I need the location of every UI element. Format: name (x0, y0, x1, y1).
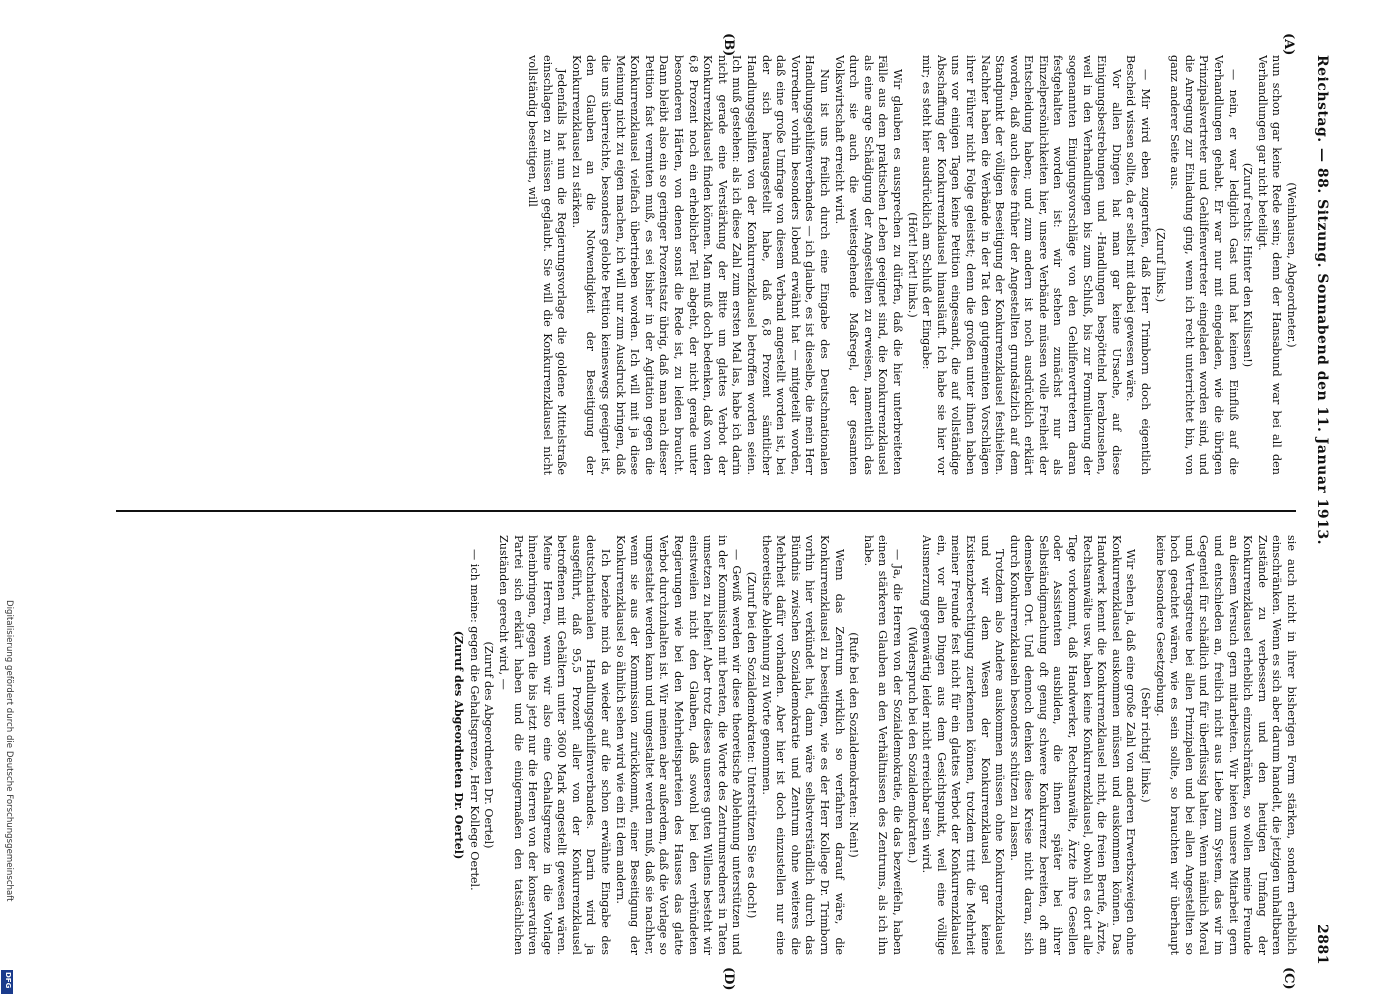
column-divider (116, 510, 1296, 512)
interjection: (Zuruf bei den Sozialdemokraten: Unterstützen Sie es doch!) (745, 571, 759, 919)
paragraph: — Ja, die Herren von der Sozialdemokratie, die das bezweifeln, haben einen stärkeren Glauben an den Verhältnissen des Zentrums, als ich ihn habe. (861, 535, 904, 955)
margin-marker-d: (D) (721, 967, 736, 991)
quoted-paragraph: Wir glauben es aussprechen zu dürfen, daß die hier unterbreiteten Fälle aus dem praktischen Leben geeignet sind, die Konkurrenzklausel als eine arge Schädigung der Angestellten zu erweisen, namentlich das durch sie auch die weitestgehende Maßregel, der gesamten Volkswirtschaft erreicht wird. (832, 55, 904, 475)
paragraph: — nein, er war lediglich Gast und hat keinen Einfluß auf die Verhandlungen gehabt. Er war nur mit eingeladen, wie die übrigen Prinzipalsvertreter und Gehilfenvertreter eingeladen worden sind, und die Anregung zur Einladung ging, wenn ich recht unterrichtet bin, von ganz anderer Seite aus. (1168, 55, 1240, 475)
paragraph: Nun ist uns freilich durch eine Eingabe des Deutschnationalen Handlungsgehilfenverbandes — ich glaube, es ist dieselbe, die mein Herr Vorredner vorhin besonders lobend erwähnt hat — mitgeteilt worden, daß eine große Umfrage von diesem Verband angestellt worden ist, bei der sich herausgestellt habe, daß 6,8 Prozent sämtlicher Handlungsgehilfen von der Konkurrenzklausel betroffen worden seien. Ich muß gestehen: als ich diese Zahl zum ersten Mal las, habe ich darin nicht gerade eine Verstärkung der Bitte um glattes Verbot der Konkurrenzklausel finden können. Man muß doch bedenken, daß von den 6,8 Prozent noch ein erheblicher Teil abgeht, der nicht gerade unter besonderen Härten, von denen sonst die Rede ist, zu leiden braucht. Dann bleibt also ein so geringer Prozentsatz übrig, daß man nach dieser Petition fast vermuten muß, es sei bisher in der Agitation gegen die Konkurrenzklausel vielfach übertrieben worden. Ich will mit ja diese Meinung nicht zu eigen machen, ich will nur zum Ausdruck bringen, daß die uns überreichte, besonders gelobte Petition keineswegs geeignet ist, den Glauben an die Notwendigkeit der Beseitigung der Konkurrenzklausel zu stärken. (569, 55, 831, 475)
dfg-logo-text: DFG (4, 972, 12, 989)
left-column (108, 55, 1298, 475)
dfg-logo (1, 970, 13, 994)
interjection: (Sehr richtig! links.) (1139, 687, 1153, 803)
speaker-name: (Weinhausen, Abgeordneter.) (1285, 182, 1298, 348)
credit-text: Digitalisierung gefördert durch die Deutsche Forschungsgemeinschaft (4, 600, 14, 902)
page-header (1304, 55, 1336, 965)
interjection: (Widerspruch bei den Sozialdemokraten.) (905, 626, 919, 864)
right-column (108, 535, 1298, 955)
paragraph: sie auch nicht in ihrer bisherigen Form stärken, sondern erheblich einschränken. Wenn es sich aber darum handelt, die jetzigen unhaltbaren Zustände zu verbessern und den heutigen Umfang der Konkurrenzklausel erheblich einzuschränken, so wollen meine Freunde an diesem Versuch gern mitarbeiten. Wir bieten unsere Mitarbeit gern und entschieden an, freilich nicht aus Liebe zum System, das wir im Gegenteil für schädlich und für überflüssig halten. Wenn nämlich Moral und Vertragstreue bei allen Prinzipalen und bei allen Angestellten so hoch geachtet wären, wie es sein sollte, so brauchten wir überhaupt keine besondere Gesetzgebung. (1153, 535, 1298, 955)
margin-marker-c: (C) (1281, 967, 1296, 990)
paragraph: — Mir wird eben zugerufen, daß Herr Trimborn doch eigentlich Bescheid wissen sollte, da er selbst mit dabei gewesen wäre. (1124, 55, 1153, 475)
paragraph: Wenn das Zentrum wirklich so verfahren darauf wäre, die Konkurrenzklausel zu beseitigen, wie es der Herr Kollege Dr. Trimborn vorhin hier verkündet hat, dann wäre selbstverständlich durch das Bündnis zwischen Sozialdemokratie und Zentrum ohne weiteres die Mehrheit dafür vorhanden. Aber hier ist doch einzustellen nur eine theoretische Ablehnung zu Worte genommen. (759, 535, 846, 955)
paragraph: Ich beziehe mich da wieder auf die schon erwähnte Eingabe des deutschnationalen Handlungsgehilfenverbandes. Darin wird ja ausgeführt, daß 95,5 Prozent aller von der Konkurrenzklausel betroffenen mit Gehältern unter 3600 Mark angestellt gewesen wären. Meine Herren, wenn wir also eine Gehaltsgrenze in die Vorlage hineinbringen, gegen die bis jetzt nur die Herren von der konservativen Partei sich erklärt haben und die einigermaßen den tatsächlichen Zuständen gerecht wird, — (496, 535, 613, 955)
paragraph: Jedenfalls hat nun die Regierungsvorlage die goldene Mittelstraße einschlagen zu müssen geglaubt. Sie will die Konkurrenzklausel nicht vollständig beseitigen, will (526, 55, 569, 475)
interjection: (Zuruf des Abgeordneten Dr. Oertel) (482, 641, 496, 849)
page-number: 2881 (1314, 924, 1330, 965)
rotated-newspaper-page (86, 33, 1336, 991)
paragraph: — ich meine: gegen die Gehaltsgrenze, Herr Kollege Oertel. (467, 549, 481, 891)
interjection: (Zuruf links.) (1153, 227, 1167, 303)
paragraph: — Gewiß werden wir diese theoretische Ablehnung unterstützen und in der Kommission mit beraten, die Worte des Zentrumsredners in Taten umsetzen zu helfen! Aber trotz dieses unseres guten Willens besteht wir einstweilen nicht den Glauben, daß sowohl bei den verbündeten Regierungen wie bei den Mehrheitsparteien des Hauses das glatte Verbot durchzuhalten ist. Wir meinen aber außerdem, daß die Vorlage so umgestaltet werden kann und umgestaltet werden muß, daß sie nachher, wenn sie aus der Kommission zurückkommt, einer Beseitigung der Konkurrenzklausel so ähnlich sehen wird wie ein Ei dem andern. (613, 535, 744, 955)
paragraph: Wir sehen ja, daß eine große Zahl von anderen Erwerbszweigen ohne Konkurrenzklausel auskommen müssen und auskommen können. Das Handwerk kennt die Konkurrenzklausel nicht, die freien Berufe, Ärzte, Rechtsanwälte usw. haben keine Konkurrenzklausel, obwohl es dort alle Tage vorkommt, daß Handwerker, Rechtsanwälte, Ärzte ihre Gesellen oder Assistenten ausbilden, die ihnen später bei ihrer Selbständigmachung oft genug schwere Konkurrenz bereiten, oft am demselben Ort. Und dennoch denken diese Kreise nicht daran, sich durch Konkurrenzklauseln besonders schützen zu lassen. (1007, 535, 1138, 955)
margin-marker-b: (B) (721, 33, 736, 57)
margin-marker-a: (A) (1281, 33, 1296, 56)
digitization-credit (2, 600, 16, 990)
interjection: (Zuruf rechts: Hinter den Kulissen!) (1241, 162, 1255, 368)
header-title: Reichstag. — 88. Sitzung. Sonnabend den 11. Januar 1913. (1314, 55, 1330, 545)
interjection: (Hört! hört! links.) (905, 212, 919, 318)
interjection: (Zuruf des Abgeordneten Dr. Oertel) (452, 630, 467, 860)
interjection: (Rufe bei den Sozialdemokraten: Nein!) (847, 632, 861, 858)
paragraph: nun schon gar keine Rede sein; denn der Hansabund war bei all den Verhandlungen gar nicht beteiligt. (1255, 55, 1284, 475)
paragraph: Trotzdem also Andere auskommen müssen ohne Konkurrenzklausel und wir dem Wesen der Konkurrenzklausel gar keine Existenzberechtigung zuerkennen können, trotzdem tritt die Mehrheit meiner Freunde fest nicht für ein glattes Verbot der Konkurrenzklausel ein, vor allen Dingen aus dem Gesichtspunkt, weil eine völlige Ausmerzung gegenwärtig leider nicht erreichbar sein wird. (920, 535, 1007, 955)
paragraph: Vor allen Dingen hat man gar keine Ursache, auf diese Einigungsbestrebungen und -Handlungen bespöttelnd herabzusehen, weil in den Verhandlungen bis zum Schluß, bis zur Formulierung der sogenannten Einigungsvorschläge von den Gehilfenvertretern daran festgehalten worden ist: wir stehen zunächst nur als Einzelpersönlichkeiten hier, unsere Verbände müssen volle Freiheit der Entscheidung haben; und zum andern ist noch ausdrücklich erklärt worden, daß auch diese früher der Angestellten grundsätzlich auf dem Standpunkt der völligen Beseitigung der Konkurrenzklausel festhielten. Nachher haben die Verbände in der Tat den gutgemeinten Vorschlägen ihrer Führer nicht Folge geleistet; denn die großen unter ihnen haben uns vor einigen Tagen keine Petition eingesandt, die auf vollständige Abschaffung der Konkurrenzklausel hinausläuft. Ich habe sie hier vor mir; es steht hier ausdrücklich am Schluß der Eingabe: (920, 55, 1123, 475)
